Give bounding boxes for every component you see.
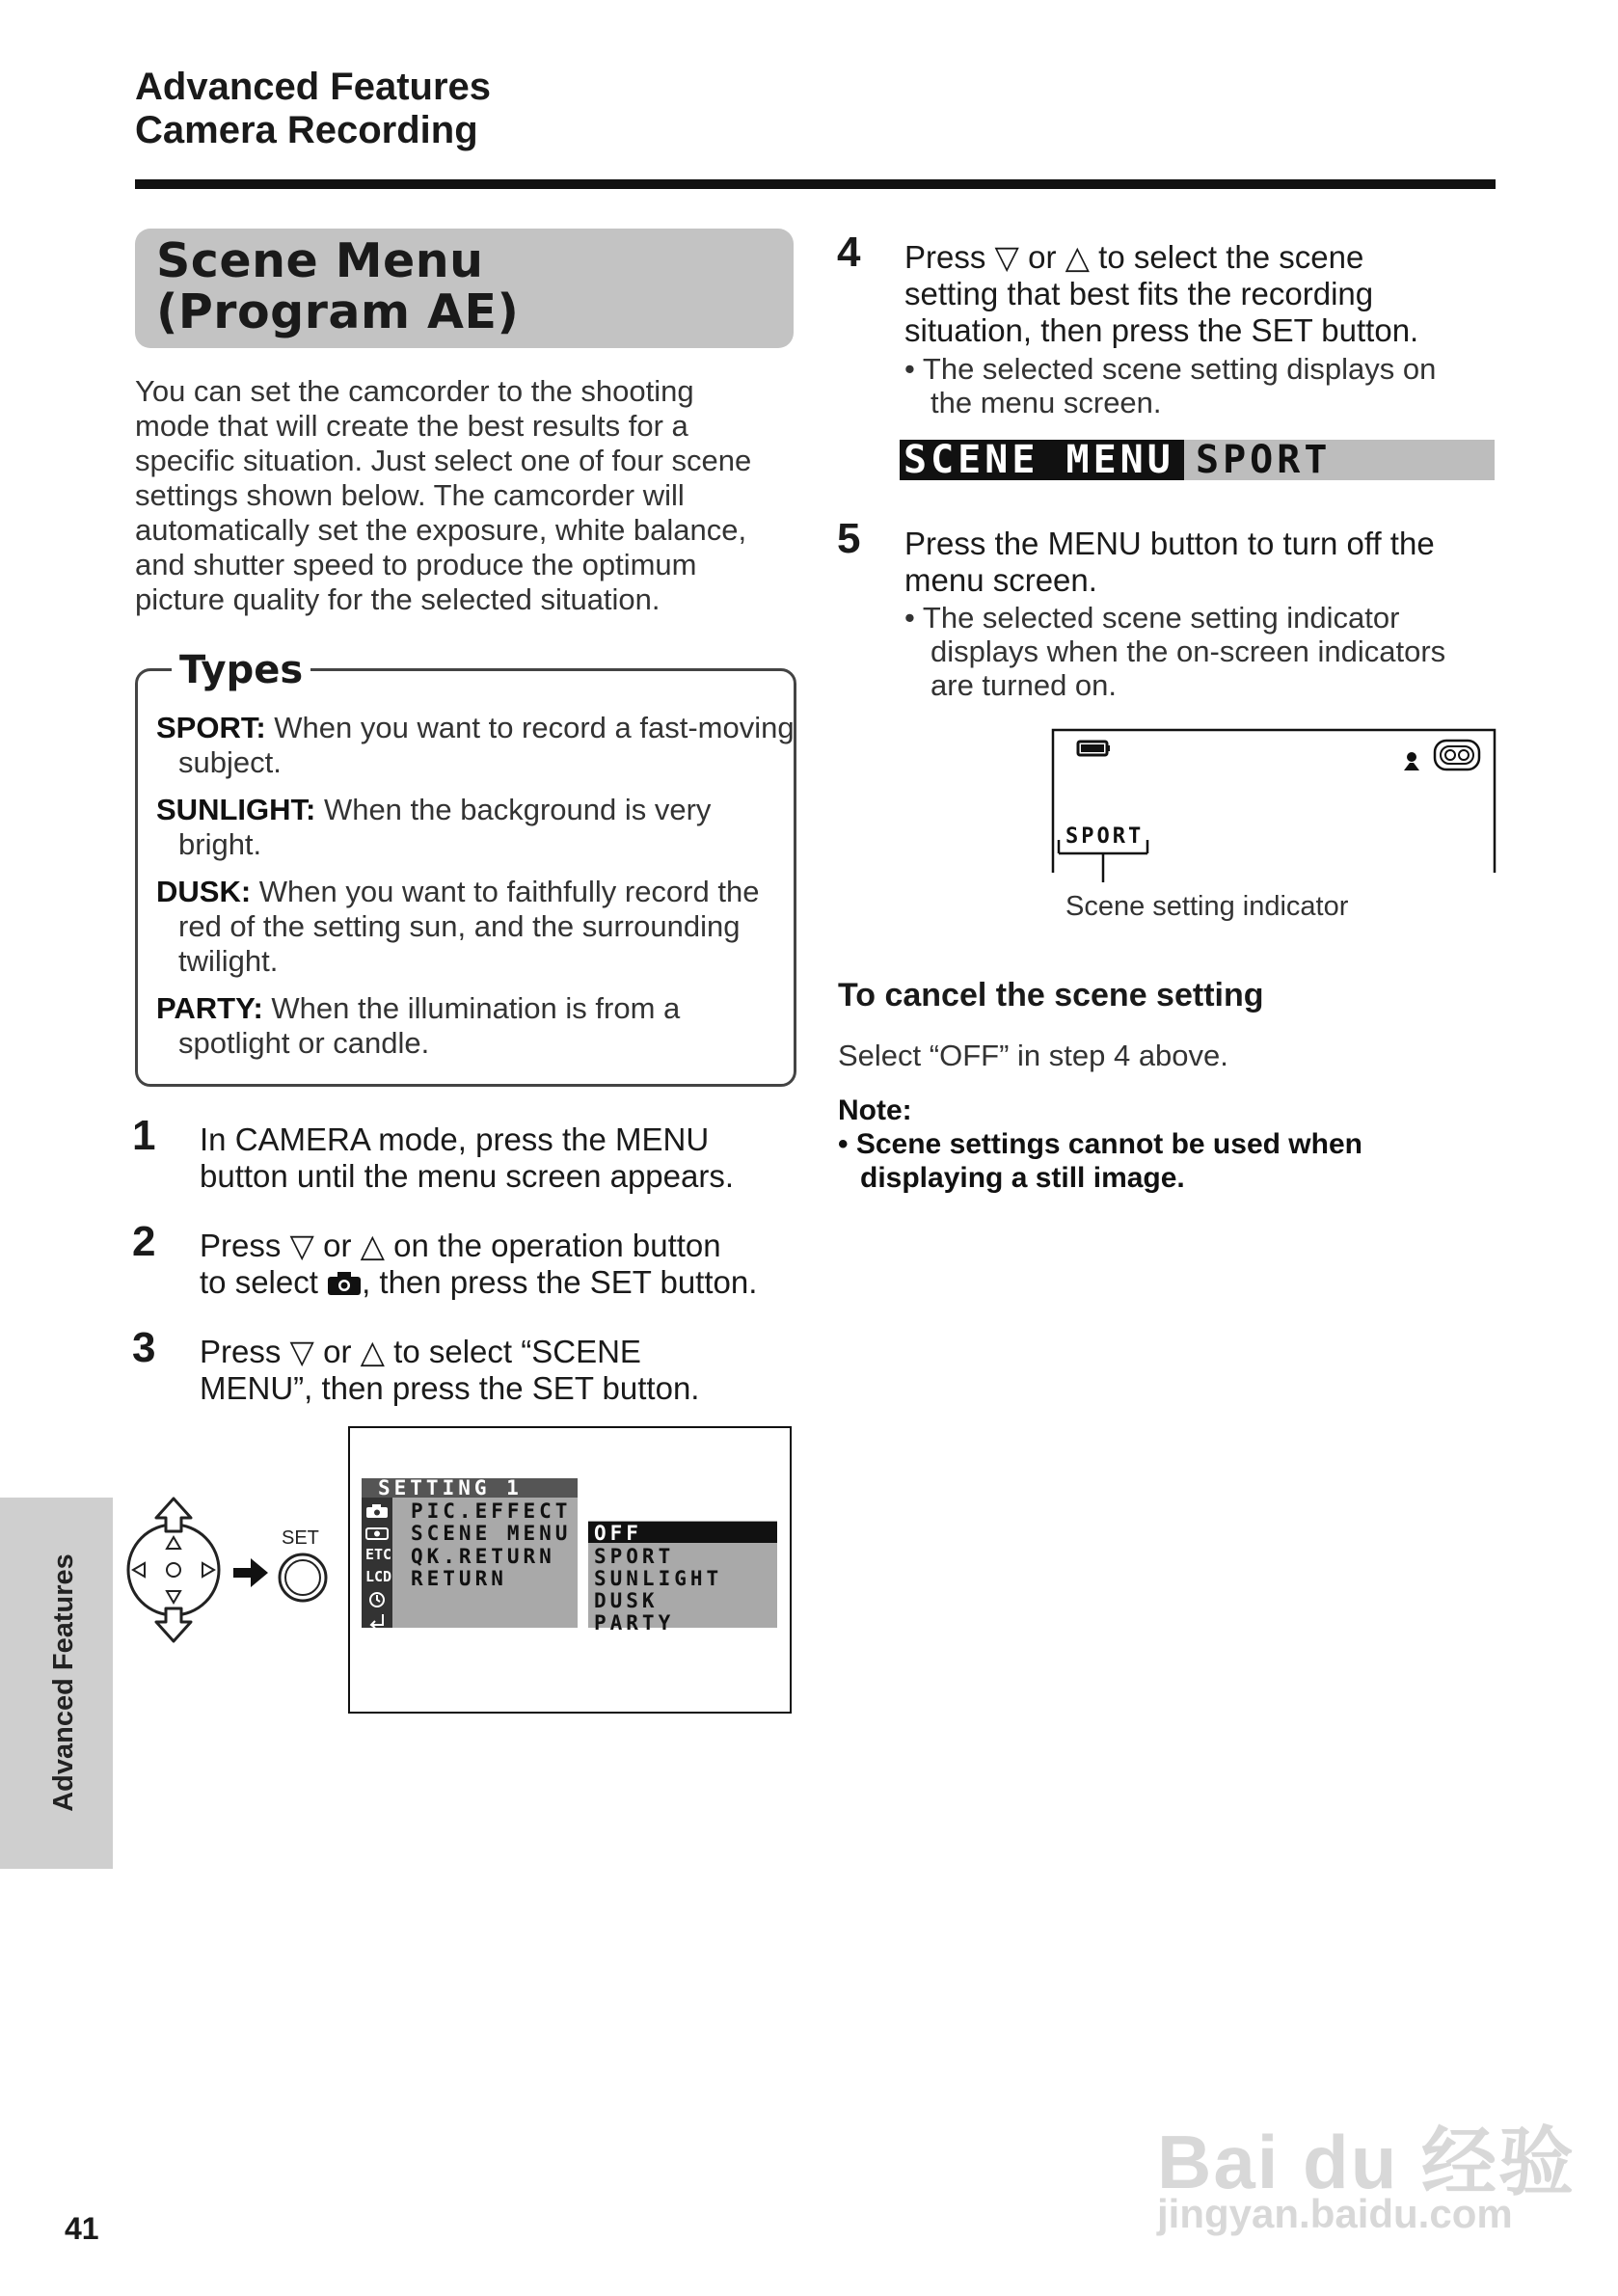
etc-label: ETC bbox=[365, 1546, 392, 1563]
intro-line: automatically set the exposure, white balance, bbox=[135, 513, 747, 547]
step-fragment: to select the scene bbox=[1090, 239, 1364, 275]
type-term: PARTY: bbox=[156, 991, 263, 1025]
header-line-2: Camera Recording bbox=[135, 109, 478, 151]
set-button-label: SET bbox=[282, 1527, 319, 1549]
type-desc: When you want to record a fast-moving subject. bbox=[178, 711, 795, 779]
bullet-line: • The selected scene setting displays on bbox=[904, 352, 1437, 386]
menu-option: SPORT bbox=[594, 1545, 675, 1568]
page-title bbox=[156, 235, 519, 338]
camera-settings-icon bbox=[365, 1525, 389, 1540]
step-line bbox=[200, 1228, 757, 1264]
step-line bbox=[200, 1264, 757, 1301]
banner-value: SPORT bbox=[1196, 438, 1332, 482]
step-fragment: , then press the SET button. bbox=[362, 1264, 758, 1300]
step-line: In CAMERA mode, press the MENU bbox=[200, 1121, 710, 1157]
type-party bbox=[156, 991, 796, 1061]
step-line bbox=[904, 239, 1418, 276]
menu-item: RETURN bbox=[411, 1567, 507, 1590]
up-arrow-icon: △ bbox=[360, 1334, 385, 1369]
right-arrow-icon bbox=[231, 1555, 270, 1590]
up-arrow-icon: △ bbox=[1065, 239, 1090, 275]
menu-option: SUNLIGHT bbox=[594, 1567, 723, 1590]
up-arrow-icon: △ bbox=[360, 1228, 385, 1263]
menu-item: QK.RETURN bbox=[411, 1545, 555, 1568]
note-line: displaying a still image. bbox=[860, 1162, 1185, 1194]
step-2-text bbox=[200, 1228, 757, 1301]
step-3-text bbox=[200, 1334, 699, 1407]
camera-icon bbox=[365, 1503, 389, 1519]
down-arrow-icon: ▽ bbox=[994, 239, 1019, 275]
step-1-text bbox=[200, 1121, 734, 1195]
step-fragment: or bbox=[313, 1228, 361, 1263]
step-5-text bbox=[904, 526, 1435, 599]
step-1-number: 1 bbox=[132, 1112, 156, 1159]
step-fragment: or bbox=[1018, 239, 1065, 275]
side-tab-label: Advanced Features bbox=[48, 1553, 79, 1812]
step-4-text bbox=[904, 239, 1418, 349]
menu-header: SETTING 1 bbox=[378, 1476, 523, 1499]
intro-paragraph bbox=[135, 374, 805, 617]
watermark-logo: Bai du 经验 bbox=[1157, 2120, 1577, 2204]
note-text: Scene settings cannot be used when bbox=[855, 1128, 1362, 1160]
step-2-number: 2 bbox=[132, 1218, 156, 1265]
bullet-text: The selected scene setting displays on bbox=[922, 352, 1437, 386]
return-icon bbox=[368, 1612, 386, 1628]
down-arrow-icon: ▽ bbox=[289, 1334, 314, 1369]
title-line-1: Scene Menu bbox=[156, 233, 484, 288]
down-arrow-icon: ▽ bbox=[289, 1228, 314, 1263]
step-fragment: Press bbox=[200, 1228, 290, 1263]
types-title: Types bbox=[172, 645, 310, 695]
note bbox=[838, 1094, 1362, 1195]
intro-line: specific situation. Just select one of four scene bbox=[135, 444, 752, 477]
type-sunlight bbox=[156, 793, 796, 862]
lcd-label: LCD bbox=[365, 1568, 392, 1585]
step-line: menu screen. bbox=[904, 562, 1097, 598]
cancel-text: Select “OFF” in step 4 above. bbox=[838, 1039, 1228, 1072]
step-line: setting that best fits the recording bbox=[904, 276, 1374, 311]
operation-button-diagram bbox=[125, 1493, 231, 1647]
clock-icon bbox=[368, 1591, 386, 1608]
bullet-text: The selected scene setting indicator bbox=[922, 601, 1400, 635]
bullet-line: are turned on. bbox=[930, 668, 1118, 702]
step-fragment: on the operation button bbox=[385, 1228, 721, 1263]
intro-line: and shutter speed to produce the optimum bbox=[135, 548, 697, 581]
menu-item: PIC.EFFECT bbox=[411, 1499, 572, 1523]
menu-option-selected: OFF bbox=[594, 1522, 642, 1545]
step-fragment: or bbox=[313, 1334, 361, 1369]
camera-icon bbox=[327, 1271, 362, 1296]
intro-line: mode that will create the best results for a bbox=[135, 409, 688, 443]
step-5-number: 5 bbox=[837, 515, 861, 562]
page-number: 41 bbox=[65, 2211, 99, 2246]
title-line-2: (Program AE) bbox=[156, 284, 520, 339]
step-5-bullet bbox=[904, 601, 1445, 702]
intro-line: You can set the camcorder to the shooting bbox=[135, 374, 694, 408]
scene-indicator-caption: Scene setting indicator bbox=[1065, 891, 1349, 922]
intro-line: picture quality for the selected situation. bbox=[135, 582, 661, 616]
step-line: situation, then press the SET button. bbox=[904, 312, 1419, 348]
note-line: • Scene settings cannot be used when bbox=[838, 1128, 1362, 1160]
menu-option: PARTY bbox=[594, 1611, 675, 1634]
step-fragment: to select bbox=[200, 1264, 328, 1300]
step-line: MENU”, then press the SET button. bbox=[200, 1370, 700, 1406]
step-fragment: Press bbox=[904, 239, 995, 275]
watermark-url: jingyan.baidu.com bbox=[1157, 2191, 1513, 2236]
type-desc: When the background is very bright. bbox=[178, 793, 712, 861]
bullet-line: displays when the on-screen indicators bbox=[930, 635, 1446, 668]
step-fragment: to select “SCENE bbox=[385, 1334, 641, 1369]
section-header bbox=[135, 66, 491, 152]
note-heading: Note: bbox=[838, 1094, 912, 1126]
step-line: Press the MENU button to turn off the bbox=[904, 526, 1435, 561]
on-screen-display bbox=[1051, 728, 1497, 882]
type-term: SPORT: bbox=[156, 711, 266, 744]
type-term: SUNLIGHT: bbox=[156, 793, 316, 826]
type-term: DUSK: bbox=[156, 875, 252, 908]
intro-line: settings shown below. The camcorder will bbox=[135, 478, 685, 512]
bullet-line: • The selected scene setting indicator bbox=[904, 601, 1400, 635]
header-line-1: Advanced Features bbox=[135, 66, 492, 108]
type-sport bbox=[156, 711, 796, 780]
step-fragment: Press bbox=[200, 1334, 290, 1369]
step-line: button until the menu screen appears. bbox=[200, 1158, 735, 1194]
step-3-number: 3 bbox=[132, 1324, 156, 1371]
type-desc: When you want to faithfully record the red of the setting sun, and the surrounding twilight. bbox=[178, 875, 760, 978]
menu-item: SCENE MENU bbox=[411, 1522, 572, 1545]
step-4-number: 4 bbox=[837, 229, 861, 276]
type-desc: When the illumination is from a spotlight or candle. bbox=[178, 991, 681, 1060]
step-line bbox=[200, 1334, 699, 1370]
set-button-icon bbox=[277, 1552, 329, 1604]
cancel-heading: To cancel the scene setting bbox=[838, 977, 1264, 1013]
step-4-bullet bbox=[904, 352, 1436, 419]
banner-label: SCENE MENU bbox=[900, 440, 1184, 480]
header-rule bbox=[135, 179, 1496, 189]
type-dusk bbox=[156, 875, 796, 979]
scene-indicator-label: SPORT bbox=[1065, 824, 1145, 849]
menu-option: DUSK bbox=[594, 1589, 659, 1612]
bullet-line: the menu screen. bbox=[930, 386, 1162, 419]
